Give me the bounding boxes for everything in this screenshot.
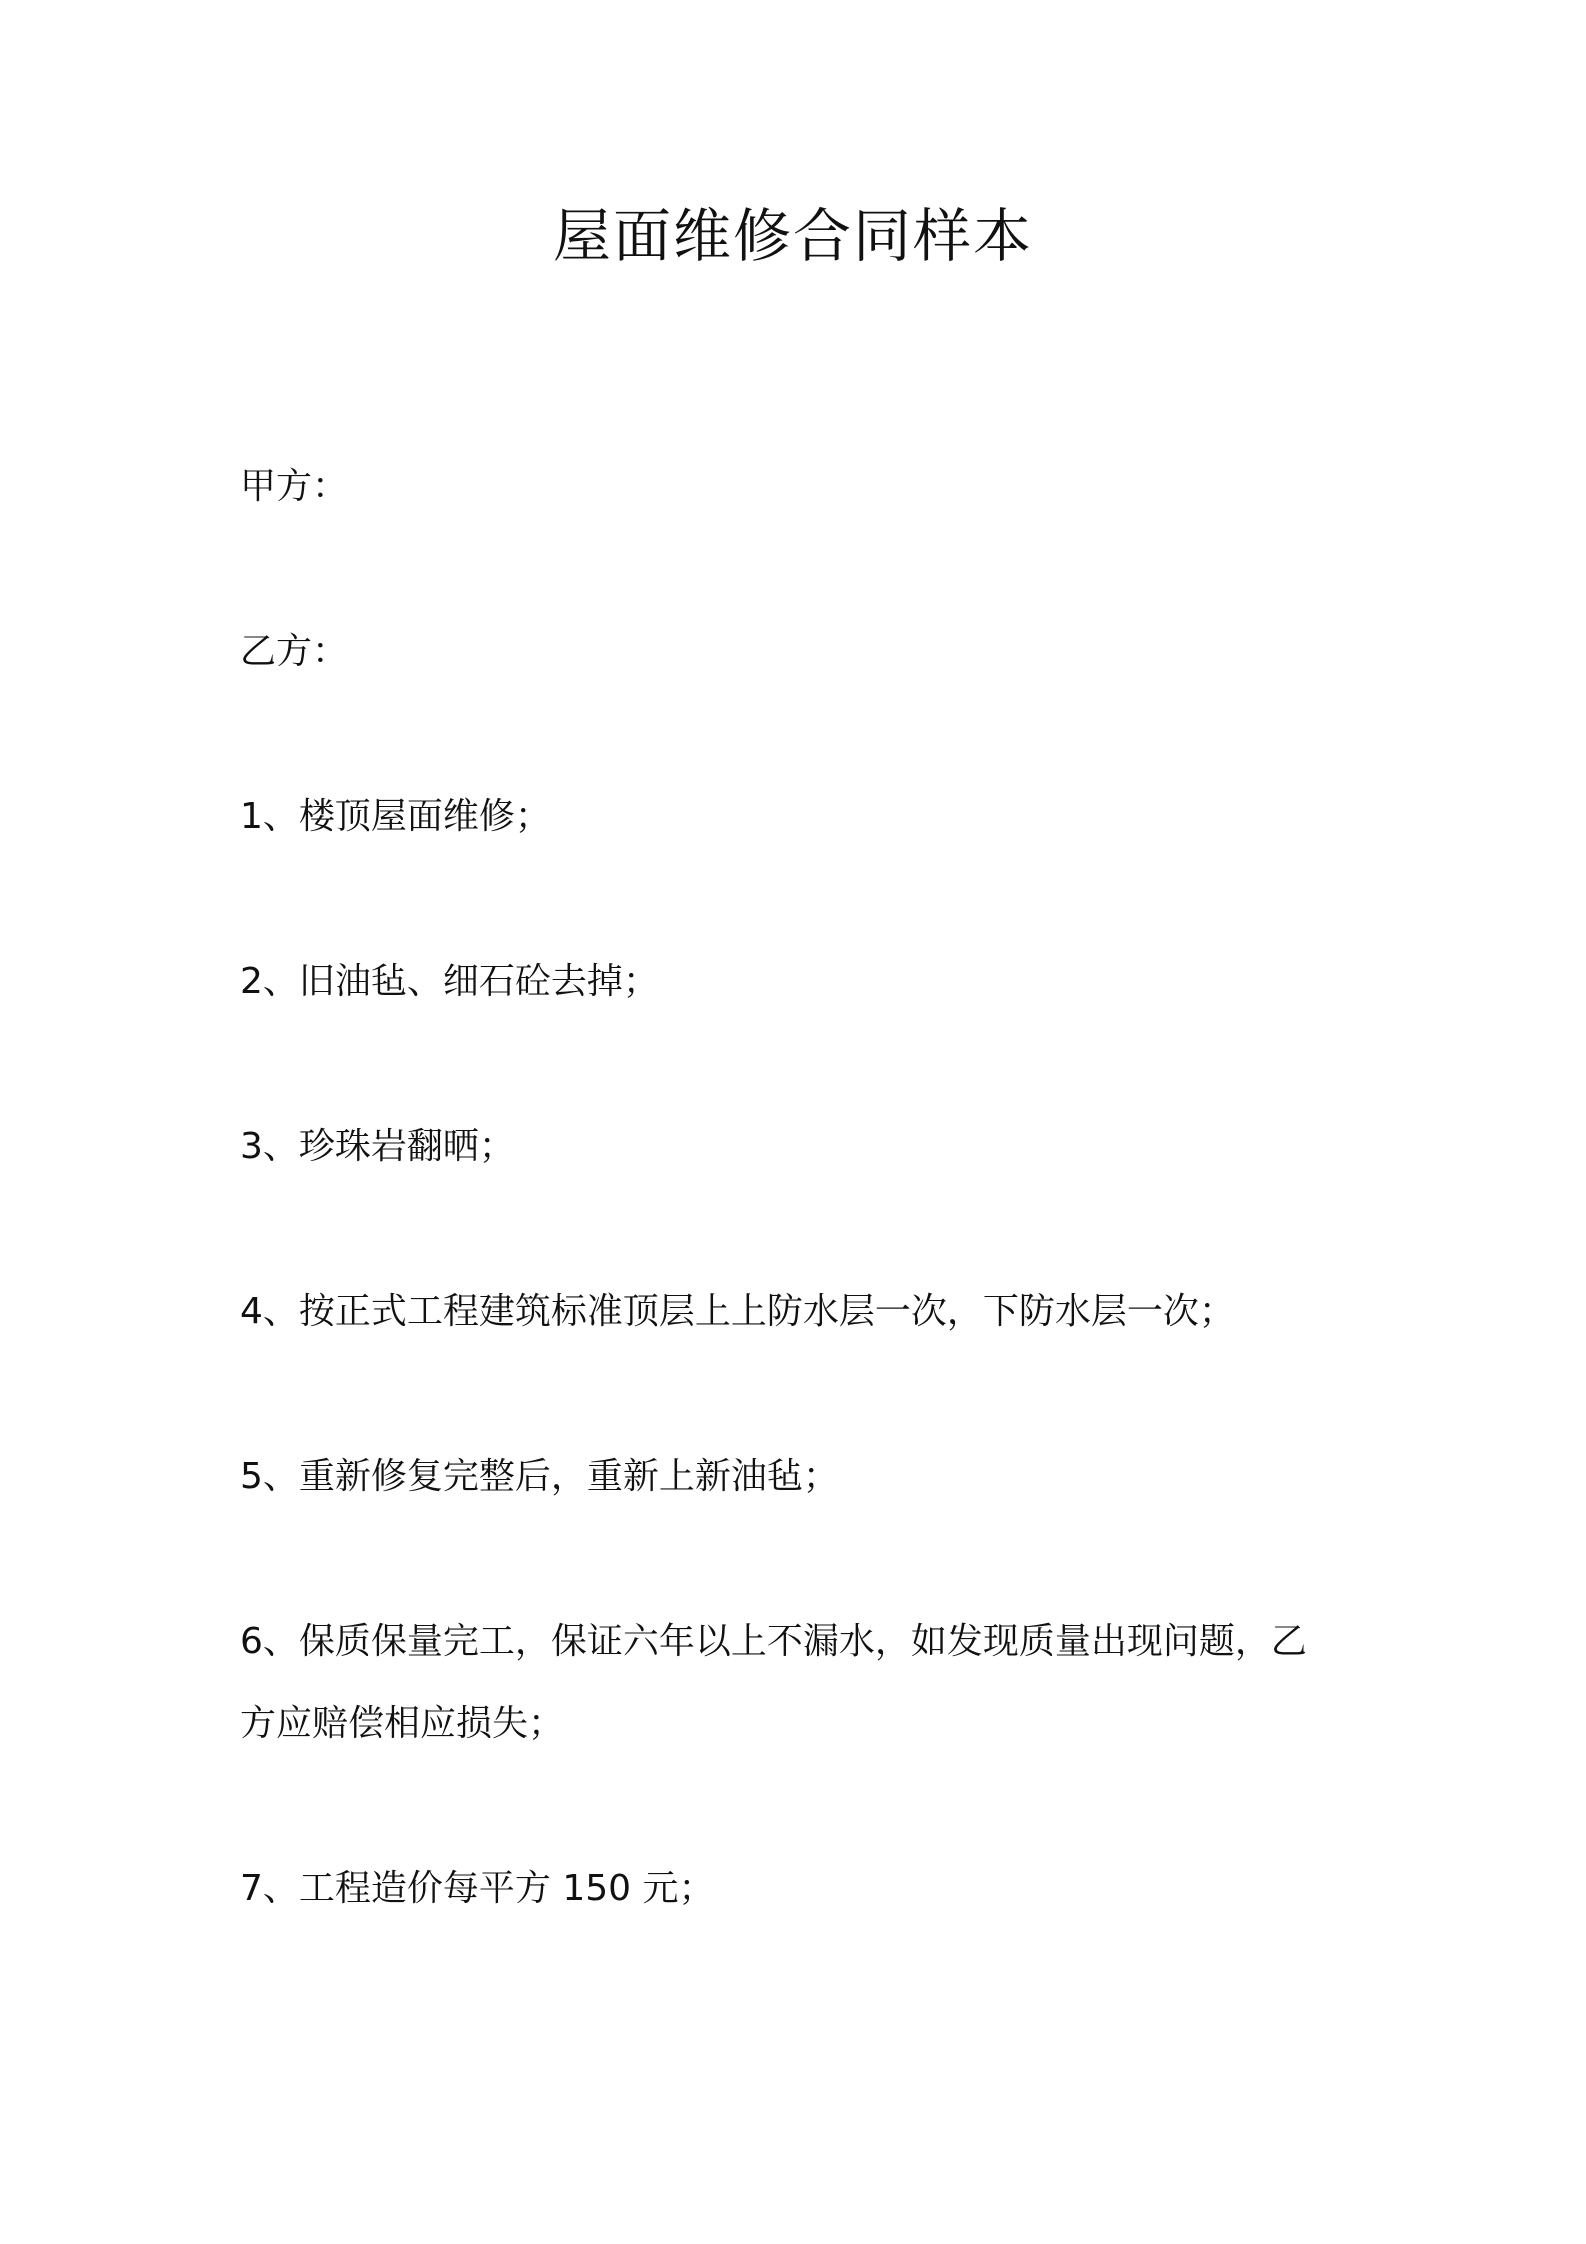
clause-text: 珍珠岩翻晒；	[298, 1126, 515, 1167]
clause-number: 5	[240, 1456, 263, 1497]
clause-separator: 、	[262, 961, 299, 1002]
clause-number: 3	[240, 1126, 263, 1167]
clause-number: 7	[240, 1868, 263, 1909]
clause-6-continuation: 方应赔偿相应损失；	[240, 1703, 565, 1744]
clause-separator: 、	[262, 1456, 299, 1497]
clause-separator: 、	[262, 1126, 299, 1167]
clause-separator: 、	[262, 1621, 299, 1662]
clause-text: 按正式工程建筑标准顶层上上防水层一次，下防水层一次；	[298, 1291, 1235, 1332]
clause-separator: 、	[262, 1291, 299, 1332]
clause-4	[240, 1285, 1235, 1339]
clause-separator: 、	[262, 1868, 299, 1909]
clause-number: 1	[240, 796, 263, 837]
clause-5	[240, 1450, 839, 1504]
clause-1	[240, 790, 551, 844]
clause-separator: 、	[262, 796, 299, 837]
clause-6	[240, 1615, 1307, 1669]
clause-7	[240, 1862, 715, 1916]
clause-number: 6	[240, 1621, 263, 1662]
clause-text: 楼顶屋面维修；	[298, 796, 551, 837]
clause-text: 旧油毡、细石砼去掉；	[298, 961, 659, 1002]
clause-text: 工程造价每平方	[298, 1868, 563, 1909]
clause-text: 重新修复完整后，重新上新油毡；	[298, 1456, 839, 1497]
party-a-label: 甲方：	[240, 466, 349, 507]
clause-number: 2	[240, 961, 263, 1002]
clause-text-suffix: 元；	[631, 1868, 715, 1909]
clause-2	[240, 955, 659, 1009]
clause-3	[240, 1120, 515, 1174]
price-value: 150	[562, 1868, 632, 1909]
document-title: 屋面维修合同样本	[552, 202, 1033, 270]
clause-number: 4	[240, 1291, 263, 1332]
party-b-label: 乙方：	[240, 631, 349, 672]
clause-text: 保质保量完工，保证六年以上不漏水，如发现质量出现问题，乙	[298, 1621, 1307, 1662]
